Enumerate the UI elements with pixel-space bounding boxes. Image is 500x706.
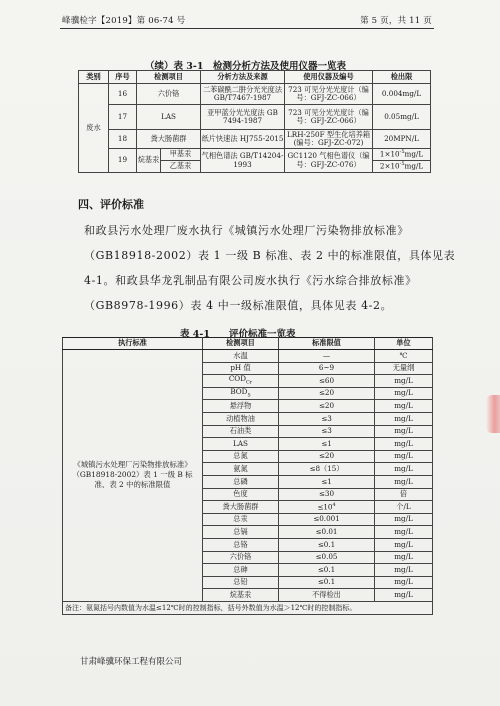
std-item: 氨氮 xyxy=(203,463,279,476)
header-rule xyxy=(60,28,434,29)
table-4-1-caption: 表 4-1 评价标准一览表 xyxy=(180,329,296,340)
std-item: 石油类 xyxy=(203,425,279,438)
std-unit: mg/L xyxy=(375,463,433,476)
header-instrument: 使用仪器及编号 xyxy=(285,71,373,84)
std-item: 水温 xyxy=(203,350,279,363)
header-limit: 标准限值 xyxy=(279,338,375,350)
std-item: 粪大肠菌群 xyxy=(203,501,279,514)
std-limit: 不得检出 xyxy=(279,589,375,602)
std-limit: ≤1 xyxy=(279,475,375,488)
std-item: 烷基汞 xyxy=(203,589,279,602)
std-limit: $\le 10^4$ xyxy=(279,501,375,514)
row-limit-a: $1\times 10^{-5}mg/L$ xyxy=(373,149,431,161)
header-method: 分析方法及来源 xyxy=(201,71,285,84)
std-limit: ≤3 xyxy=(279,425,375,438)
std-item: 悬浮物 xyxy=(203,400,279,413)
row-instrument: LRH-250F 型生化培养箱(编号：GFJ-ZC-072) xyxy=(285,130,373,149)
row-item: LAS xyxy=(137,105,201,130)
std-unit: 倍 xyxy=(375,488,433,501)
std-unit: mg/L xyxy=(375,538,433,551)
std-item: 总铅 xyxy=(203,576,279,589)
std-unit: mg/L xyxy=(375,564,433,577)
paragraph-line: 4-1。和政县华龙乳制品有限公司废水执行《污水综合排放标准》 xyxy=(84,274,417,287)
std-unit: 无量纲 xyxy=(375,362,433,375)
std-item: 总砷 xyxy=(203,564,279,577)
header-category: 类别 xyxy=(79,71,109,84)
std-limit: ≤3 xyxy=(279,412,375,425)
std-unit: mg/L xyxy=(375,387,433,400)
std-unit: mg/L xyxy=(375,425,433,438)
row-limit-b: $2\times 10^{-5}mg/L$ xyxy=(373,161,431,173)
standard-cell: 《城镇污水处理厂污染物排放标准》（GB18918-2002）表 1 一级 B 标准、表 2 中的标准限值 xyxy=(63,350,203,602)
row-item-a: 甲基汞 xyxy=(161,149,201,161)
row-instrument: 723 可见分光光度计（编号：GFJ-ZC-066） xyxy=(285,84,373,105)
std-unit: mg/L xyxy=(375,526,433,539)
paragraph-line: （GB8978-1996）表 4 中一级标准限值，具体见表 4-2。 xyxy=(84,299,393,312)
std-unit: mg/L xyxy=(375,513,433,526)
row-item-b: 乙基汞 xyxy=(161,161,201,173)
std-item: $BOD_5$ xyxy=(203,387,279,400)
std-item: 动植物油 xyxy=(203,412,279,425)
std-limit: ≤0.1 xyxy=(279,576,375,589)
paragraph-line: 和政县污水处理厂废水执行《城镇污水处理厂污染物排放标准》 xyxy=(84,224,409,237)
std-limit: ≤30 xyxy=(279,488,375,501)
std-limit: ≤20 xyxy=(279,400,375,413)
std-unit: mg/L xyxy=(375,589,433,602)
header-limit: 检出限 xyxy=(373,71,431,84)
std-item: 总汞 xyxy=(203,513,279,526)
row-item: 粪大肠菌群 xyxy=(137,130,201,149)
std-unit: mg/L xyxy=(375,551,433,564)
row-method: 亚甲蓝分光光度法 GB 7494-1987 xyxy=(201,105,285,130)
standards-table xyxy=(62,337,433,615)
std-limit: — xyxy=(279,350,375,363)
std-unit: mg/L xyxy=(375,375,433,388)
std-unit: mg/L xyxy=(375,576,433,589)
std-limit: ≤0.1 xyxy=(279,538,375,551)
row-no: 17 xyxy=(109,105,137,130)
header-item: 检测项目 xyxy=(137,71,201,84)
std-item: $COD_{Cr}$ xyxy=(203,375,279,388)
section-title: 四、评价标准 xyxy=(78,198,144,211)
header-unit: 单位 xyxy=(375,338,433,350)
std-item: LAS xyxy=(203,438,279,451)
std-limit: ≤1 xyxy=(279,438,375,451)
seal-stamp-edge xyxy=(486,395,500,433)
std-unit: 个/L xyxy=(375,501,433,514)
std-item: 色度 xyxy=(203,488,279,501)
row-group: 烷基汞 xyxy=(137,149,161,173)
std-unit: mg/L xyxy=(375,438,433,451)
row-no: 16 xyxy=(109,84,137,105)
row-method: 纸片快速法 HJ755-2015 xyxy=(201,130,285,149)
std-limit: ≤0.1 xyxy=(279,564,375,577)
row-no: 18 xyxy=(109,130,137,149)
std-limit: ≤60 xyxy=(279,375,375,388)
paragraph-line: （GB18918-2002）表 1 一级 B 标准、表 2 中的标准限值，具体见表 xyxy=(84,249,456,262)
page-info: 第 5 页，共 11 页 xyxy=(360,16,432,26)
std-limit: 6~9 xyxy=(279,362,375,375)
std-unit: mg/L xyxy=(375,475,433,488)
std-limit: ≤0.001 xyxy=(279,513,375,526)
row-limit: 0.004mg/L xyxy=(373,84,431,105)
table-note: 备注：氨氮括号内数值为水温≤12℃时的控制指标，括号外数值为水温＞12℃时的控制指标。 xyxy=(63,601,433,614)
header-item: 检测项目 xyxy=(203,338,279,350)
header-standard: 执行标准 xyxy=(63,338,203,350)
row-no: 19 xyxy=(109,149,137,173)
std-limit: ≤20 xyxy=(279,387,375,400)
std-item: 总镉 xyxy=(203,526,279,539)
std-unit: mg/L xyxy=(375,450,433,463)
report-number: 峰骥检字【2019】第 06-74 号 xyxy=(62,16,186,26)
row-limit: 20MPN/L xyxy=(373,130,431,149)
row-method: 二苯碳酰二肼分光光度法 GB/T7467-1987 xyxy=(201,84,285,105)
row-method: 气相色谱法 GB/T14204-1993 xyxy=(201,149,285,173)
std-item: 总磷 xyxy=(203,475,279,488)
header-no: 序号 xyxy=(109,71,137,84)
methods-table xyxy=(78,70,431,173)
std-item: pH 值 xyxy=(203,362,279,375)
std-item: 总氮 xyxy=(203,450,279,463)
table-3-1-caption: （续）表 3-1 检测分析方法及使用仪器一览表 xyxy=(145,61,346,72)
std-limit: ≤8（15） xyxy=(279,463,375,476)
std-unit: mg/L xyxy=(375,412,433,425)
std-limit: ≤20 xyxy=(279,450,375,463)
category-cell: 废水 xyxy=(79,84,109,173)
row-instrument: GC1120 气相色谱仪（编号：GFJ-ZC-076） xyxy=(285,149,373,173)
row-instrument: 723 可见分光光度计（编号：GFJ-ZC-066） xyxy=(285,105,373,130)
std-limit: ≤0.05 xyxy=(279,551,375,564)
std-item: 总铬 xyxy=(203,538,279,551)
row-limit: 0.05mg/L xyxy=(373,105,431,130)
std-limit: ≤0.01 xyxy=(279,526,375,539)
row-item: 六价铬 xyxy=(137,84,201,105)
std-unit: mg/L xyxy=(375,400,433,413)
company-name: 甘肃峰骥环保工程有限公司 xyxy=(80,657,183,667)
std-item: 六价铬 xyxy=(203,551,279,564)
std-unit: ℃ xyxy=(375,350,433,363)
